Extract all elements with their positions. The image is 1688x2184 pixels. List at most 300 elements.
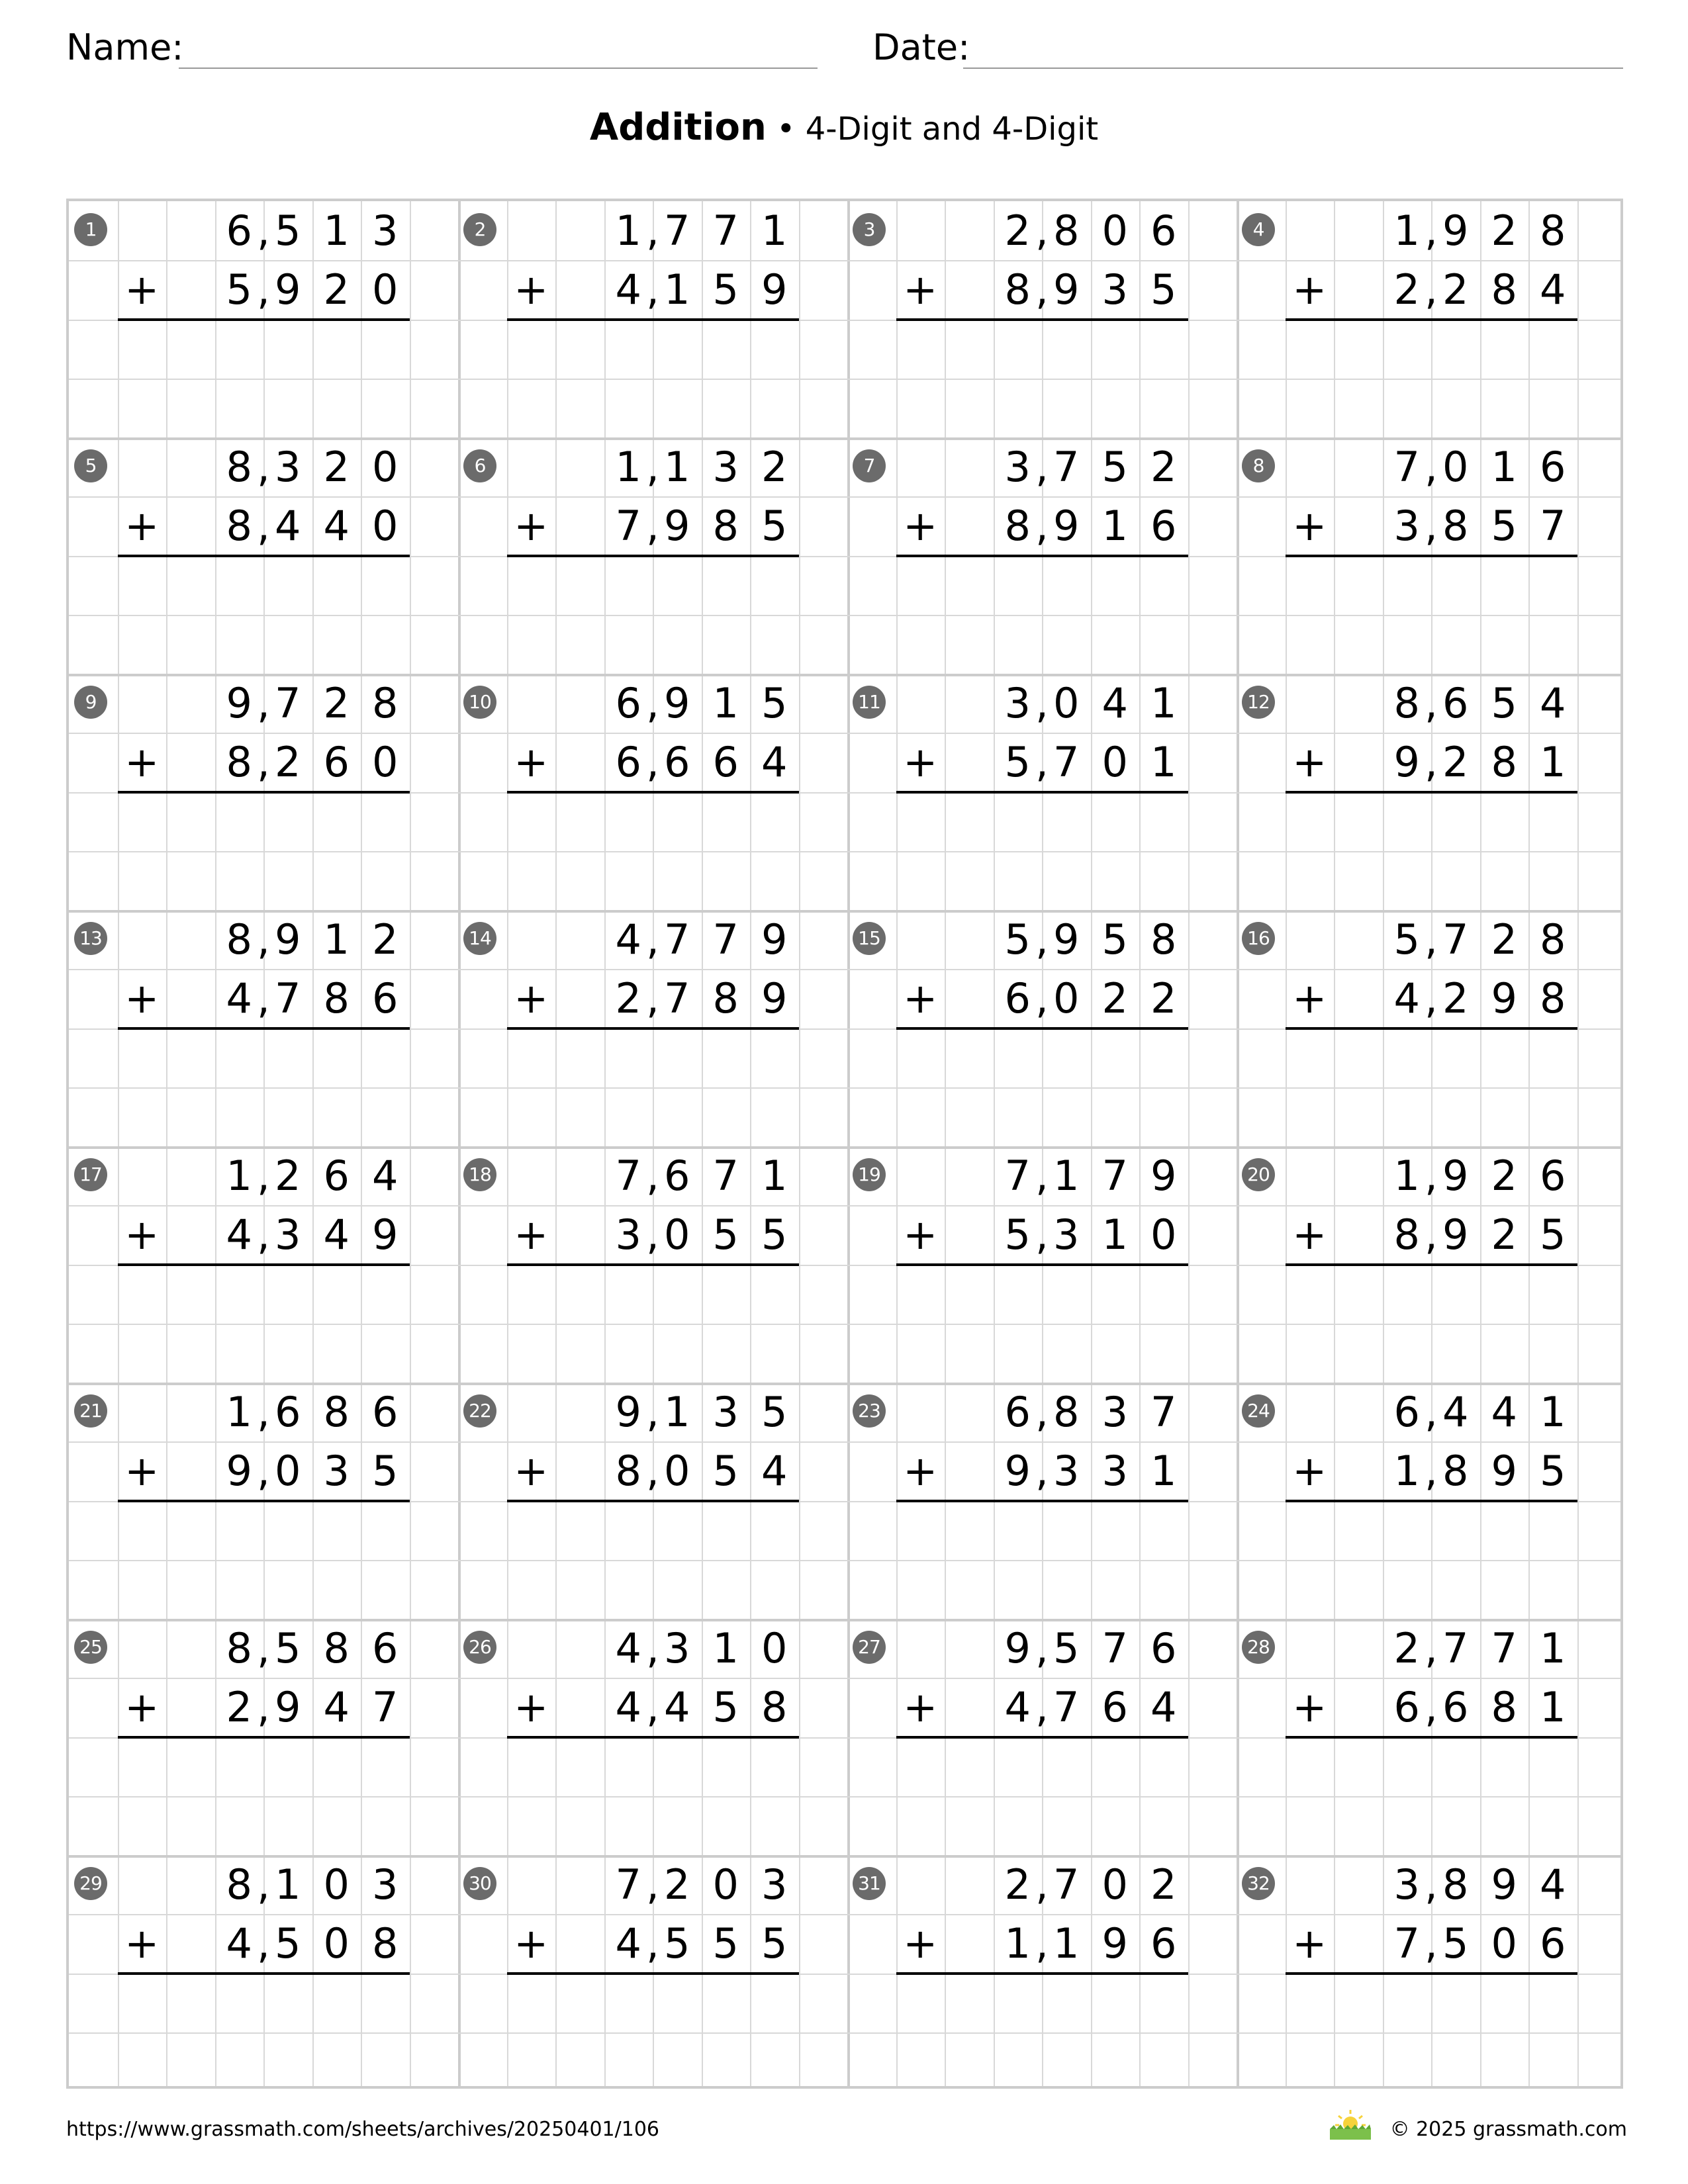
digit: 0 (372, 738, 399, 787)
name-line[interactable] (179, 68, 818, 69)
problem-number-badge: 3 (853, 213, 886, 246)
digit: 5 (712, 1683, 739, 1732)
digit: 1 (1004, 1919, 1031, 1968)
thousands-comma: , (1425, 443, 1438, 491)
answer-area[interactable] (507, 1265, 799, 1383)
top-number (69, 201, 458, 260)
digit: 8 (1053, 1388, 1080, 1436)
bottom-number (847, 260, 1237, 319)
digit: 6 (1004, 974, 1031, 1023)
digit: 8 (1540, 974, 1566, 1023)
top-number (847, 1855, 1237, 1914)
top-number (847, 1619, 1237, 1678)
digit: 4 (226, 1919, 252, 1968)
answer-area[interactable] (118, 792, 410, 911)
digit: 7 (1053, 1860, 1080, 1909)
digit: 8 (712, 502, 739, 551)
problem-number-badge: 4 (1242, 213, 1275, 246)
top-number (847, 674, 1237, 733)
digit: 6 (226, 206, 252, 255)
thousands-comma: , (646, 1860, 659, 1909)
problem-10 (458, 674, 847, 910)
digit: 8 (226, 1624, 252, 1672)
digit: 1 (1491, 443, 1517, 491)
digit: 0 (1053, 679, 1080, 727)
top-number (458, 674, 847, 733)
thousands-comma: , (257, 738, 270, 787)
digit: 3 (761, 1860, 788, 1909)
digit: 4 (275, 502, 301, 551)
digit: 5 (712, 1447, 739, 1496)
thousands-comma: , (646, 1152, 659, 1200)
answer-area[interactable] (507, 1501, 799, 1619)
digit: 9 (275, 265, 301, 314)
thousands-comma: , (1035, 1210, 1049, 1259)
answer-area[interactable] (507, 320, 799, 438)
digit: 7 (664, 915, 690, 964)
answer-area[interactable] (118, 1737, 410, 1856)
answer-area[interactable] (118, 1974, 410, 2092)
digit: 7 (615, 502, 641, 551)
problem-number-badge: 24 (1242, 1394, 1275, 1428)
problem-13 (69, 910, 458, 1146)
bottom-number (1237, 1914, 1626, 1973)
top-number (847, 437, 1237, 496)
problem-number-badge: 32 (1242, 1867, 1275, 1900)
problem-23 (847, 1383, 1237, 1619)
digit: 1 (712, 679, 739, 727)
digit: 9 (275, 915, 301, 964)
thousands-comma: , (257, 915, 270, 964)
answer-area[interactable] (896, 1028, 1188, 1147)
digit: 6 (323, 738, 350, 787)
problem-number-badge: 19 (853, 1158, 886, 1191)
answer-area[interactable] (118, 1501, 410, 1619)
digit: 9 (1053, 502, 1080, 551)
digit: 9 (1053, 915, 1080, 964)
digit: 2 (1004, 206, 1031, 255)
top-number (69, 1383, 458, 1441)
problem-number-badge: 7 (853, 449, 886, 482)
digit: 9 (761, 265, 788, 314)
digit: 6 (1442, 1683, 1469, 1732)
top-number (847, 1146, 1237, 1205)
answer-area[interactable] (896, 1501, 1188, 1619)
problem-6 (458, 437, 847, 674)
answer-area[interactable] (118, 320, 410, 438)
digit: 3 (323, 1447, 350, 1496)
digit: 5 (761, 679, 788, 727)
digit: 6 (1150, 206, 1177, 255)
digit: 5 (1053, 1624, 1080, 1672)
problem-24 (1237, 1383, 1626, 1619)
thousands-comma: , (646, 1210, 659, 1259)
bottom-number (1237, 260, 1626, 319)
title-sub: • 4-Digit and 4-Digit (776, 111, 1099, 148)
digit: 4 (1102, 679, 1128, 727)
digit: 6 (712, 738, 739, 787)
thousands-comma: , (1035, 443, 1049, 491)
problem-18 (458, 1146, 847, 1383)
bottom-number (847, 1205, 1237, 1264)
digit: 5 (712, 1919, 739, 1968)
problem-11 (847, 674, 1237, 910)
thousands-comma: , (1425, 1624, 1438, 1672)
answer-area[interactable] (896, 792, 1188, 911)
problem-31 (847, 1855, 1237, 2091)
problem-number-badge: 21 (74, 1394, 107, 1428)
bottom-number (69, 1205, 458, 1264)
worksheet-grid (66, 199, 1623, 2089)
digit: 1 (323, 915, 350, 964)
answer-area[interactable] (896, 1737, 1188, 1856)
digit: 3 (1102, 1388, 1128, 1436)
digit: 4 (323, 1683, 350, 1732)
thousands-comma: , (1425, 738, 1438, 787)
digit: 8 (323, 1388, 350, 1436)
digit: 1 (1540, 1683, 1566, 1732)
digit: 4 (226, 974, 252, 1023)
digit: 0 (664, 1447, 690, 1496)
digit: 1 (323, 206, 350, 255)
digit: 0 (372, 443, 399, 491)
answer-area[interactable] (1286, 1265, 1577, 1383)
answer-area[interactable] (896, 1974, 1188, 2092)
bottom-number (69, 733, 458, 792)
digit: 7 (1053, 738, 1080, 787)
plus-sign: + (903, 738, 938, 787)
answer-area[interactable] (896, 320, 1188, 438)
digit: 6 (1540, 443, 1566, 491)
thousands-comma: , (646, 974, 659, 1023)
answer-area[interactable] (507, 556, 799, 674)
top-number (1237, 201, 1626, 260)
digit: 6 (615, 679, 641, 727)
name-label: Name: (66, 26, 184, 68)
digit: 3 (275, 1210, 301, 1259)
digit: 3 (712, 1388, 739, 1436)
problem-number-badge: 17 (74, 1158, 107, 1191)
top-number (458, 1855, 847, 1914)
top-number (1237, 1855, 1626, 1914)
grass-sun-logo-icon (1327, 2108, 1374, 2141)
digit: 2 (1393, 265, 1420, 314)
plus-sign: + (514, 265, 549, 314)
digit: 1 (1540, 1624, 1566, 1672)
answer-area[interactable] (507, 1974, 799, 2092)
digit: 9 (1150, 1152, 1177, 1200)
digit: 7 (712, 206, 739, 255)
answer-area[interactable] (118, 556, 410, 674)
thousands-comma: , (646, 1624, 659, 1672)
thousands-comma: , (1035, 1447, 1049, 1496)
digit: 2 (1004, 1860, 1031, 1909)
digit: 1 (1150, 679, 1177, 727)
digit: 7 (1540, 502, 1566, 551)
digit: 7 (372, 1683, 399, 1732)
digit: 8 (1491, 265, 1517, 314)
answer-area[interactable] (1286, 1028, 1577, 1147)
digit: 8 (1393, 1210, 1420, 1259)
digit: 6 (1393, 1683, 1420, 1732)
digit: 2 (323, 443, 350, 491)
digit: 0 (323, 1860, 350, 1909)
plus-sign: + (124, 1919, 160, 1968)
digit: 3 (615, 1210, 641, 1259)
problem-29 (69, 1855, 458, 2091)
digit: 7 (1102, 1152, 1128, 1200)
plus-sign: + (124, 265, 160, 314)
thousands-comma: , (257, 265, 270, 314)
digit: 5 (1393, 915, 1420, 964)
digit: 9 (664, 679, 690, 727)
digit: 0 (372, 265, 399, 314)
page-title (0, 106, 1688, 149)
problem-number-badge: 26 (463, 1631, 496, 1664)
digit: 6 (1442, 679, 1469, 727)
thousands-comma: , (1425, 1683, 1438, 1732)
digit: 0 (372, 502, 399, 551)
digit: 6 (372, 974, 399, 1023)
answer-area[interactable] (1286, 1737, 1577, 1856)
digit: 8 (1053, 206, 1080, 255)
digit: 6 (275, 1388, 301, 1436)
thousands-comma: , (646, 738, 659, 787)
plus-sign: + (1292, 1919, 1327, 1968)
plus-sign: + (903, 974, 938, 1023)
thousands-comma: , (646, 265, 659, 314)
thousands-comma: , (1035, 1388, 1049, 1436)
digit: 8 (615, 1447, 641, 1496)
date-label: Date: (872, 26, 970, 68)
top-number (69, 1619, 458, 1678)
thousands-comma: , (1035, 265, 1049, 314)
thousands-comma: , (1425, 974, 1438, 1023)
digit: 2 (1442, 974, 1469, 1023)
digit: 2 (372, 915, 399, 964)
problem-number-badge: 27 (853, 1631, 886, 1664)
digit: 9 (1393, 738, 1420, 787)
digit: 2 (1491, 1152, 1517, 1200)
digit: 8 (226, 443, 252, 491)
thousands-comma: , (646, 1388, 659, 1436)
digit: 0 (1053, 974, 1080, 1023)
digit: 1 (664, 265, 690, 314)
digit: 9 (226, 679, 252, 727)
digit: 9 (1442, 1152, 1469, 1200)
bottom-number (69, 1441, 458, 1500)
digit: 8 (1004, 265, 1031, 314)
digit: 5 (664, 1919, 690, 1968)
plus-sign: + (903, 1683, 938, 1732)
digit: 9 (664, 502, 690, 551)
digit: 1 (1540, 1388, 1566, 1436)
digit: 1 (712, 1624, 739, 1672)
digit: 7 (1393, 1919, 1420, 1968)
digit: 5 (1102, 443, 1128, 491)
answer-area[interactable] (1286, 556, 1577, 674)
answer-area[interactable] (1286, 320, 1577, 438)
plus-sign: + (903, 265, 938, 314)
digit: 8 (1540, 915, 1566, 964)
digit: 6 (615, 738, 641, 787)
digit: 1 (664, 443, 690, 491)
answer-area[interactable] (507, 1028, 799, 1147)
digit: 2 (275, 1152, 301, 1200)
digit: 2 (323, 679, 350, 727)
thousands-comma: , (1035, 1624, 1049, 1672)
answer-area[interactable] (118, 1265, 410, 1383)
top-number (458, 910, 847, 969)
problem-16 (1237, 910, 1626, 1146)
problem-25 (69, 1619, 458, 1855)
digit: 2 (1491, 915, 1517, 964)
thousands-comma: , (1035, 738, 1049, 787)
digit: 6 (664, 1152, 690, 1200)
answer-area[interactable] (1286, 1501, 1577, 1619)
footer-copyright: © 2025 grassmath.com (1389, 2118, 1627, 2141)
bottom-number (458, 1914, 847, 1973)
digit: 8 (226, 915, 252, 964)
digit: 4 (1540, 1860, 1566, 1909)
digit: 5 (761, 1388, 788, 1436)
problem-2 (458, 201, 847, 437)
plus-sign: + (903, 1919, 938, 1968)
digit: 0 (1102, 738, 1128, 787)
thousands-comma: , (1425, 1152, 1438, 1200)
digit: 9 (1053, 265, 1080, 314)
thousands-comma: , (257, 974, 270, 1023)
digit: 7 (615, 1152, 641, 1200)
thousands-comma: , (1425, 1210, 1438, 1259)
digit: 0 (1102, 1860, 1128, 1909)
top-number (1237, 910, 1626, 969)
digit: 2 (1491, 206, 1517, 255)
digit: 7 (275, 679, 301, 727)
digit: 2 (1150, 1860, 1177, 1909)
bottom-number (847, 733, 1237, 792)
digit: 4 (615, 1683, 641, 1732)
plus-sign: + (124, 738, 160, 787)
problem-number-badge: 2 (463, 213, 496, 246)
digit: 4 (1540, 679, 1566, 727)
problem-28 (1237, 1619, 1626, 1855)
top-number (458, 201, 847, 260)
digit: 9 (372, 1210, 399, 1259)
answer-area[interactable] (896, 556, 1188, 674)
bottom-number (458, 733, 847, 792)
answer-area[interactable] (1286, 792, 1577, 911)
problem-17 (69, 1146, 458, 1383)
footer-url: https://www.grassmath.com/sheets/archives/20250401/106 (66, 2118, 660, 2141)
problem-number-badge: 20 (1242, 1158, 1275, 1191)
thousands-comma: , (257, 1388, 270, 1436)
date-line[interactable] (963, 68, 1623, 69)
top-number (847, 1383, 1237, 1441)
problem-30 (458, 1855, 847, 2091)
answer-area[interactable] (118, 1028, 410, 1147)
digit: 4 (226, 1210, 252, 1259)
digit: 7 (275, 974, 301, 1023)
digit: 9 (275, 1683, 301, 1732)
digit: 8 (1491, 738, 1517, 787)
digit: 9 (615, 1388, 641, 1436)
problem-12 (1237, 674, 1626, 910)
answer-area[interactable] (507, 1737, 799, 1856)
problem-4 (1237, 201, 1626, 437)
bottom-number (69, 260, 458, 319)
problem-number-badge: 8 (1242, 449, 1275, 482)
thousands-comma: , (646, 679, 659, 727)
digit: 6 (1150, 502, 1177, 551)
problem-number-badge: 25 (74, 1631, 107, 1664)
digit: 8 (761, 1683, 788, 1732)
thousands-comma: , (1035, 915, 1049, 964)
digit: 8 (1442, 1860, 1469, 1909)
thousands-comma: , (257, 1447, 270, 1496)
digit: 8 (1442, 1447, 1469, 1496)
digit: 4 (372, 1152, 399, 1200)
problem-number-badge: 22 (463, 1394, 496, 1428)
bottom-number (458, 1205, 847, 1264)
thousands-comma: , (257, 679, 270, 727)
top-number (458, 1383, 847, 1441)
bottom-number (458, 260, 847, 319)
thousands-comma: , (1425, 679, 1438, 727)
digit: 7 (1053, 443, 1080, 491)
digit: 6 (1102, 1683, 1128, 1732)
problem-number-badge: 13 (74, 922, 107, 955)
digit: 7 (712, 1152, 739, 1200)
digit: 6 (1540, 1152, 1566, 1200)
thousands-comma: , (1035, 679, 1049, 727)
top-number (69, 437, 458, 496)
answer-area[interactable] (896, 1265, 1188, 1383)
digit: 7 (1442, 1624, 1469, 1672)
digit: 4 (615, 1919, 641, 1968)
plus-sign: + (1292, 265, 1327, 314)
top-number (69, 1146, 458, 1205)
digit: 1 (1393, 1152, 1420, 1200)
thousands-comma: , (646, 443, 659, 491)
digit: 4 (1393, 974, 1420, 1023)
problem-number-badge: 28 (1242, 1631, 1275, 1664)
bottom-number (847, 1441, 1237, 1500)
digit: 3 (1053, 1447, 1080, 1496)
thousands-comma: , (646, 1447, 659, 1496)
thousands-comma: , (1425, 1447, 1438, 1496)
digit: 1 (1393, 206, 1420, 255)
digit: 1 (615, 443, 641, 491)
digit: 6 (323, 1152, 350, 1200)
problem-number-badge: 12 (1242, 686, 1275, 719)
answer-area[interactable] (1286, 1974, 1577, 2092)
digit: 3 (1393, 1860, 1420, 1909)
digit: 1 (761, 206, 788, 255)
problem-9 (69, 674, 458, 910)
digit: 8 (226, 738, 252, 787)
thousands-comma: , (1425, 1919, 1438, 1968)
digit: 8 (323, 1624, 350, 1672)
digit: 1 (1102, 502, 1128, 551)
top-number (69, 1855, 458, 1914)
answer-area[interactable] (507, 792, 799, 911)
bottom-number (458, 1678, 847, 1737)
bottom-number (847, 969, 1237, 1028)
digit: 4 (615, 265, 641, 314)
digit: 2 (226, 1683, 252, 1732)
digit: 2 (1442, 738, 1469, 787)
